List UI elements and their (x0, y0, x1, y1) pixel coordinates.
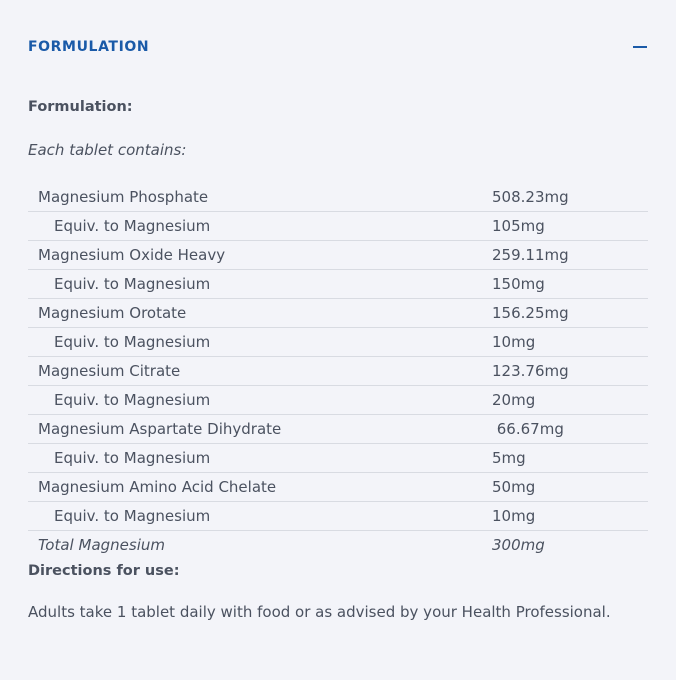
ingredient-name: Equiv. to Magnesium (54, 449, 211, 467)
ingredient-row (28, 299, 648, 328)
ingredient-row (28, 328, 648, 357)
formulation-accordion-header[interactable] (28, 38, 648, 56)
ingredient-row (28, 183, 648, 212)
ingredient-amount: 50mg (492, 478, 536, 496)
ingredient-row (28, 386, 648, 415)
ingredient-row (28, 270, 648, 299)
ingredient-amount: 10mg (492, 507, 536, 525)
directions-text: Adults take 1 tablet daily with food or as advised by your Health Professional. (28, 603, 611, 621)
minus-icon[interactable] (632, 38, 648, 56)
ingredient-amount: 10mg (492, 333, 536, 351)
ingredient-name: Equiv. to Magnesium (54, 507, 211, 525)
ingredient-amount: 156.25mg (492, 304, 569, 322)
ingredient-amount: 5mg (492, 449, 526, 467)
ingredient-row (28, 473, 648, 502)
ingredient-name: Magnesium Oxide Heavy (38, 246, 226, 264)
ingredient-row (28, 415, 648, 444)
ingredient-row (28, 502, 648, 531)
ingredient-amount: 20mg (492, 391, 536, 409)
total-name: Total Magnesium (38, 536, 165, 554)
ingredient-amount: 508.23mg (492, 188, 569, 206)
ingredient-amount: 259.11mg (492, 246, 569, 264)
ingredient-name: Magnesium Orotate (38, 304, 187, 322)
minus-bar (633, 46, 647, 48)
ingredient-row (28, 241, 648, 270)
ingredient-name: Equiv. to Magnesium (54, 333, 211, 351)
ingredient-row (28, 357, 648, 386)
ingredient-name: Magnesium Aspartate Dihydrate (38, 420, 282, 438)
ingredient-name: Equiv. to Magnesium (54, 391, 211, 409)
ingredient-name: Equiv. to Magnesium (54, 217, 211, 235)
directions-label: Directions for use: (28, 563, 180, 579)
section-title: FORMULATION (28, 39, 150, 55)
ingredient-amount: 105mg (492, 217, 545, 235)
ingredient-name: Magnesium Citrate (38, 362, 181, 380)
ingredient-name: Magnesium Phosphate (38, 188, 209, 206)
ingredient-amount: 150mg (492, 275, 545, 293)
ingredient-row (28, 444, 648, 473)
ingredient-amount: 66.67mg (492, 420, 564, 438)
formulation-label: Formulation: (28, 99, 133, 115)
tablet-contents-intro: Each tablet contains: (28, 141, 187, 159)
total-amount: 300mg (492, 536, 545, 554)
ingredient-name: Magnesium Amino Acid Chelate (38, 478, 277, 496)
ingredient-row (28, 212, 648, 241)
ingredient-amount: 123.76mg (492, 362, 569, 380)
total-row (28, 531, 648, 559)
ingredients-table (28, 183, 648, 559)
ingredient-name: Equiv. to Magnesium (54, 275, 211, 293)
